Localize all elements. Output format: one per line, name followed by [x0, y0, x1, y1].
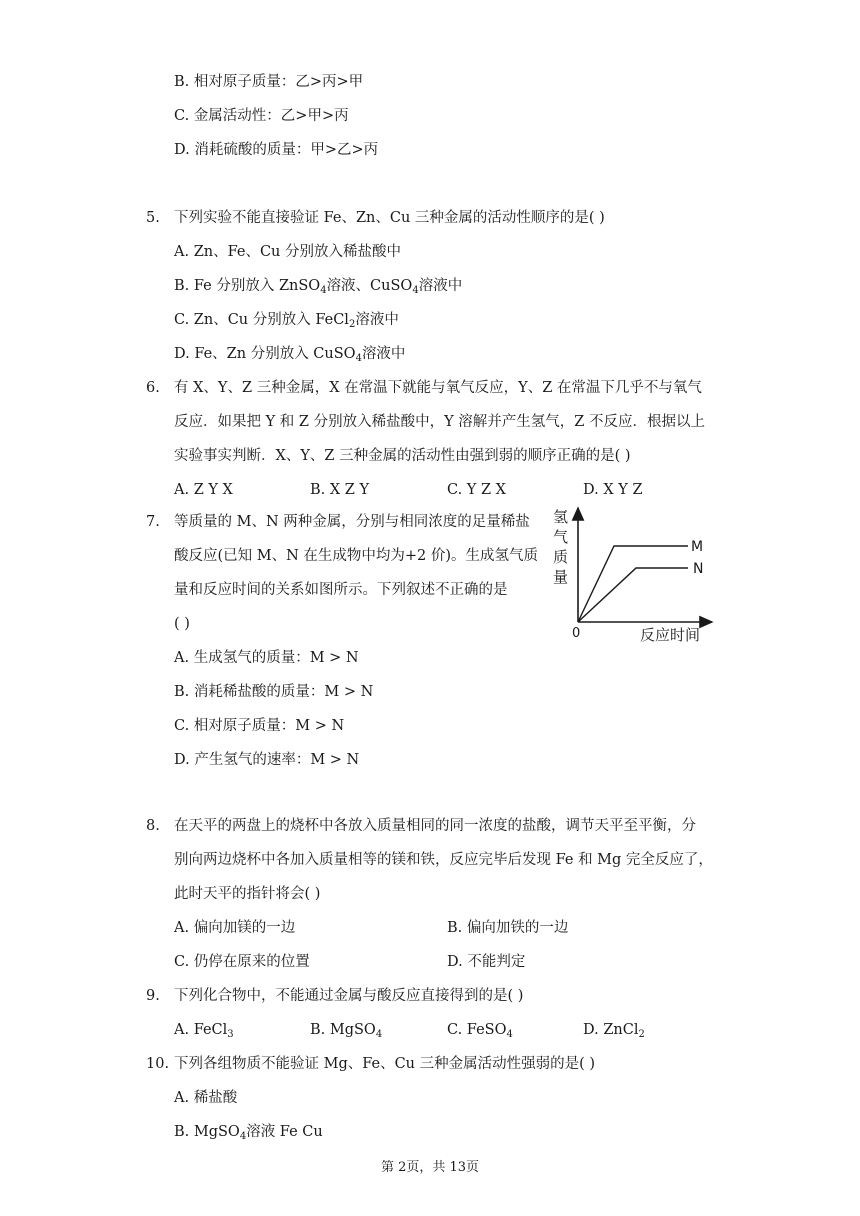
page-footer: 第 2页，共 13页	[380, 1160, 480, 1175]
option-d: D. ZnCl$_2$	[583, 1022, 645, 1040]
option-d: D. Fe、Zn 分别放入 CuSO$_4$溶液中	[174, 346, 406, 364]
x-axis-label: 反应时间	[640, 626, 701, 644]
option-a: A. Z Y X	[174, 482, 233, 498]
question-number: 10.	[146, 1056, 170, 1072]
q4-option-c: C. 金属活动性：乙>甲>丙	[174, 108, 349, 124]
option-c: C. 仍停在原来的位置	[174, 954, 310, 970]
q4-option-d: D. 消耗硫酸的质量：甲>乙>丙	[174, 142, 379, 158]
question-stem-line: 在天平的两盘上的烧杯中各放入质量相同的同一浓度的盐酸，调节天平至平衡，分	[174, 818, 696, 834]
y-label-char: 量	[553, 568, 569, 586]
option-b: B. Fe 分别放入 ZnSO$_4$溶液、CuSO$_4$溶液中	[174, 278, 463, 296]
question-stem-line: 此时天平的指针将会( )	[174, 886, 321, 902]
option-c: C. Zn、Cu 分别放入 FeCl$_2$溶液中	[174, 312, 399, 330]
y-label-char: 质	[553, 548, 569, 566]
question-number: 5.	[146, 210, 160, 226]
option-a: A. FeCl$_3$	[174, 1022, 234, 1040]
option-d: D. 不能判定	[447, 954, 526, 970]
question-stem-line: ( )	[174, 616, 190, 632]
option-b: B. 消耗稀盐酸的质量：M > N	[174, 684, 374, 700]
series-m-line	[578, 546, 688, 622]
question-number: 6.	[146, 380, 160, 396]
option-b: B. 偏向加铁的一边	[447, 920, 569, 936]
question-stem-line: 实验事实判断．X、Y、Z 三种金属的活动性由强到弱的顺序正确的是( )	[174, 448, 631, 464]
option-b: B. X Z Y	[310, 482, 370, 498]
question-stem: 下列实验不能直接验证 Fe、Zn、Cu 三种金属的活动性顺序的是( )	[174, 210, 605, 226]
y-label-char: 氢	[553, 508, 569, 526]
y-label-char: 气	[553, 528, 569, 546]
option-d: D. 产生氢气的速率：M > N	[174, 752, 360, 768]
question-stem: 下列化合物中，不能通过金属与酸反应直接得到的是( )	[174, 988, 524, 1004]
q4-option-b: B. 相对原子质量：乙>丙>甲	[174, 74, 364, 90]
option-a: A. 生成氢气的质量：M > N	[174, 650, 359, 666]
question-stem-line: 别向两边烧杯中各加入质量相等的镁和铁，反应完毕后发现 Fe 和 Mg 完全反应了，	[174, 852, 713, 868]
option-d: D. X Y Z	[583, 482, 643, 498]
question-stem-line: 反应．如果把 Y 和 Z 分别放入稀盐酸中，Y 溶解并产生氢气，Z 不反应．根据以上	[174, 414, 705, 430]
question-number: 9.	[146, 988, 160, 1004]
origin-label: 0	[572, 626, 581, 641]
question-stem: 下列各组物质不能验证 Mg、Fe、Cu 三种金属活动性强弱的是( )	[174, 1056, 596, 1072]
option-a: A. Zn、Fe、Cu 分别放入稀盐酸中	[174, 244, 401, 260]
option-c: C. Y Z X	[447, 482, 506, 498]
series-n-label: N	[693, 561, 704, 577]
option-a: A. 稀盐酸	[174, 1090, 238, 1106]
series-n-line	[578, 568, 688, 622]
question-stem-line: 有 X、Y、Z 三种金属，X 在常温下就能与氧气反应，Y、Z 在常温下几乎不与氧气	[174, 380, 702, 396]
series-m-label: M	[691, 539, 704, 555]
option-b: B. MgSO$_4$溶液 Fe Cu	[174, 1124, 323, 1142]
hydrogen-mass-graph	[548, 502, 718, 647]
option-c: C. FeSO$_4$	[447, 1022, 513, 1040]
option-a: A. 偏向加镁的一边	[174, 920, 296, 936]
option-c: C. 相对原子质量：M > N	[174, 718, 345, 734]
question-number: 7.	[146, 514, 160, 530]
question-stem-line: 等质量的 M、N 两种金属，分别与相同浓度的足量稀盐	[174, 514, 530, 530]
question-stem-line: 量和反应时间的关系如图所示。下列叙述不正确的是	[174, 582, 508, 598]
option-b: B. MgSO$_4$	[310, 1022, 383, 1040]
question-stem-line: 酸反应(已知 M、N 在生成物中均为+2 价)。生成氢气质	[174, 548, 539, 564]
question-number: 8.	[146, 818, 160, 834]
